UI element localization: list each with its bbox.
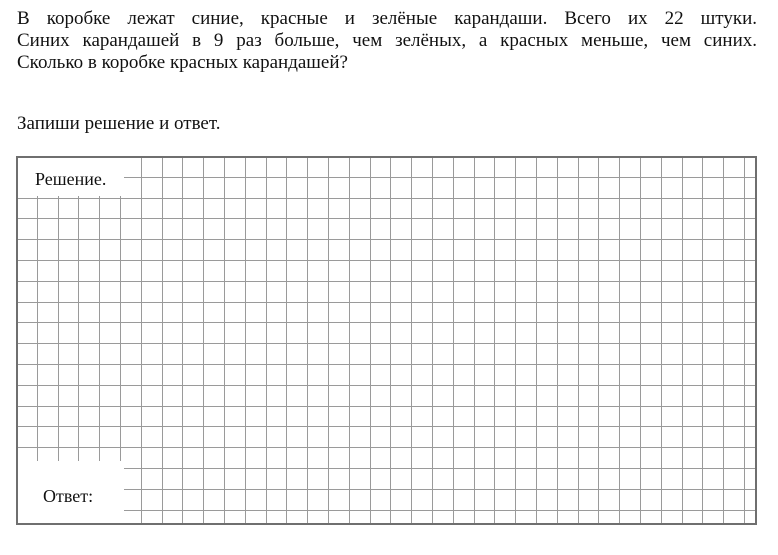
instruction-text: Запиши решение и ответ. bbox=[17, 113, 221, 134]
solution-label: Решение. bbox=[18, 158, 124, 196]
problem-line-3: Сколько в коробке красных карандашей? bbox=[17, 52, 348, 73]
answer-grid[interactable] bbox=[16, 156, 757, 525]
problem-line-2: Синих карандашей в 9 раз больше, чем зелёных, а красных меньше, чем синих. bbox=[17, 30, 757, 51]
problem-statement bbox=[17, 8, 757, 74]
problem-line-1: В коробке лежат синие, красные и зелёные карандаши. Всего их 22 штуки. bbox=[17, 8, 757, 29]
answer-label-box bbox=[18, 461, 124, 523]
grid-lines bbox=[16, 156, 757, 525]
answer-label: Ответ: bbox=[43, 486, 94, 506]
